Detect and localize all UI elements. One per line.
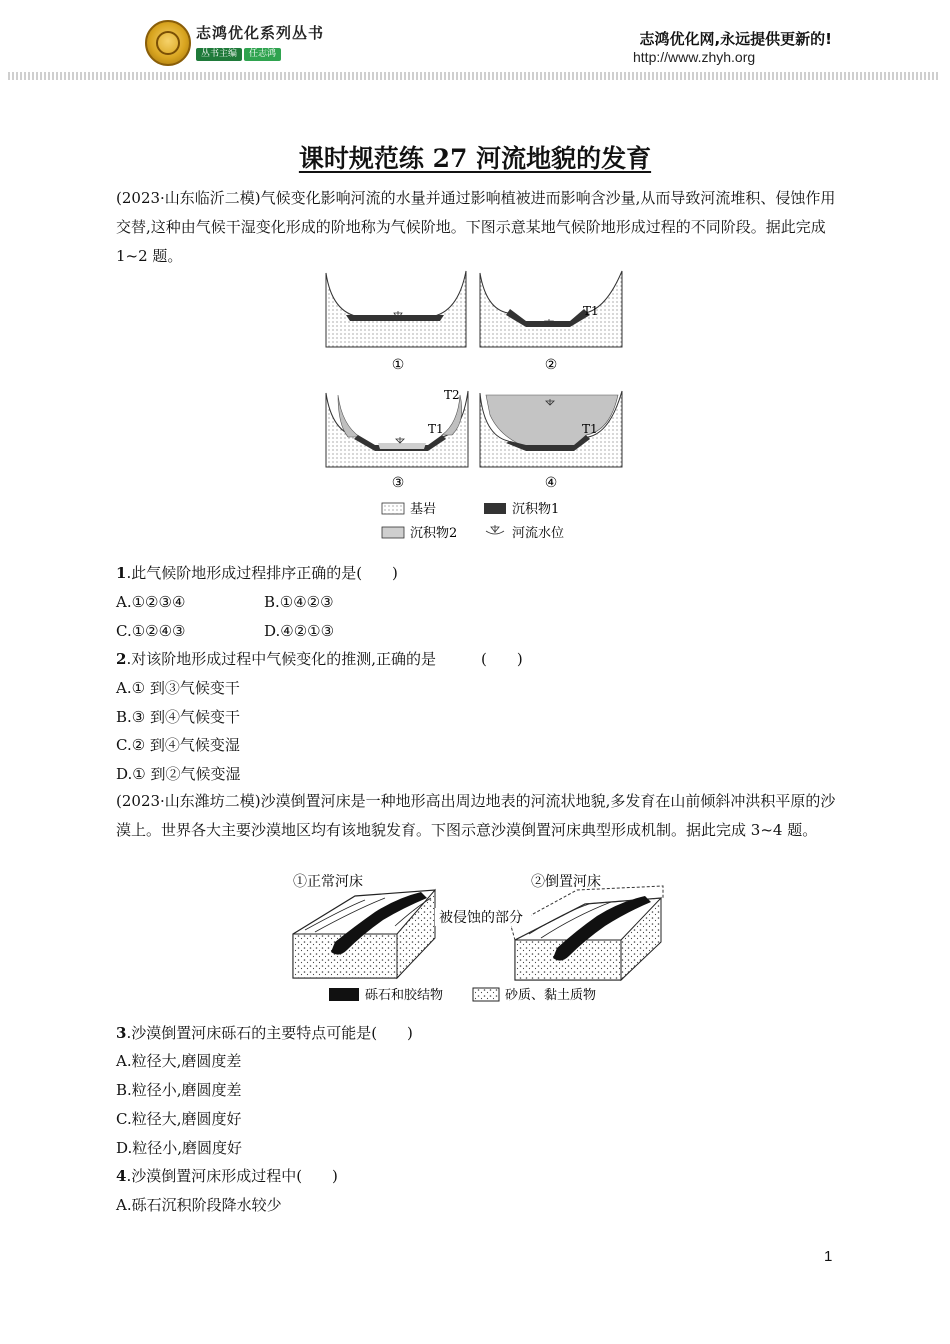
header-divider (8, 72, 940, 80)
q1-option-d[interactable]: D.④②①③ (264, 622, 335, 640)
page-number: 1 (824, 1248, 833, 1265)
page-header (0, 0, 950, 90)
figure-terrace-stages (320, 265, 630, 550)
publisher-logo-icon (145, 20, 191, 66)
question-3-stem: 3.沙漠倒置河床砾石的主要特点可能是( ) (116, 1024, 413, 1042)
page-title: 课时规范练 27 河流地貌的发育 (298, 144, 652, 173)
q4-option-a[interactable]: A.砾石沉积阶段降水较少 (116, 1196, 282, 1214)
editor-name: 任志鸿 (244, 48, 281, 61)
legend-water-level: 河流水位 (512, 526, 565, 541)
terrace-panel-1 (326, 271, 466, 373)
legend-sediment-1: 沉积物1 (512, 502, 560, 517)
terrace-label-t1-c: T1 (582, 422, 598, 436)
terrace-panel-3 (326, 388, 468, 491)
panel-label-2: ② (544, 357, 558, 373)
figure-inverted-riverbed (285, 868, 675, 1010)
q3-option-c[interactable]: C.粒径大,磨圆度好 (116, 1110, 242, 1128)
q2-option-c[interactable]: C.② 到④气候变湿 (116, 736, 240, 754)
label-eroded-part: 被侵蚀的部分 (439, 910, 523, 926)
q3-option-b[interactable]: B.粒径小,磨圆度差 (116, 1081, 242, 1099)
question-1-stem: 1.此气候阶地形成过程排序正确的是( ) (116, 564, 398, 582)
q1-option-a[interactable]: A.①②③④ (116, 593, 186, 611)
legend-bedrock: 基岩 (410, 502, 437, 517)
legend-sediment-2: 沉积物2 (410, 526, 458, 541)
q2-option-d[interactable]: D.① 到②气候变湿 (116, 765, 241, 783)
inverted-riverbed-block (511, 886, 663, 980)
terrace-label-t1-a: T1 (583, 304, 599, 318)
question-2-stem: 2.对该阶地形成过程中气候变化的推测,正确的是 ( ) (116, 650, 523, 668)
q3-option-a[interactable]: A.粒径大,磨圆度差 (116, 1052, 242, 1070)
q1-option-b[interactable]: B.①④②③ (264, 593, 334, 611)
terrace-panel-2 (480, 271, 622, 373)
normal-riverbed-block (293, 890, 435, 978)
panel-label-3: ③ (391, 475, 405, 491)
q1-option-c[interactable]: C.①②④③ (116, 622, 186, 640)
legend-gravel-cement: 砾石和胶结物 (365, 988, 444, 1003)
q3-option-d[interactable]: D.粒径小,磨圆度好 (116, 1139, 243, 1157)
editor-label: 丛书主编 (196, 48, 242, 61)
question-4-stem: 4.沙漠倒置河床形成过程中( ) (116, 1167, 338, 1185)
editor-row (196, 48, 281, 62)
header-url[interactable]: http://www.zhyh.org (633, 49, 756, 65)
legend-sand-clay: 砂质、黏土质物 (505, 988, 597, 1003)
panel-label-1: ① (391, 357, 405, 373)
terrace-panel-4 (480, 391, 622, 491)
label-normal-riverbed: ①正常河床 (293, 874, 363, 890)
intro-paragraph-2: (2023·山东潍坊二模)沙漠倒置河床是一种地形高出周边地表的河流状地貌,多发育在山前倾斜冲洪积平原的沙漠上。世界各大主要沙漠地区均有该地貌发育。下图示意沙漠倒置河床典型形成机制。据此完成 3~4 题。 (116, 792, 836, 839)
intro-paragraph-1: (2023·山东临沂二模)气候变化影响河流的水量并通过影响植被进而影响含沙量,从而导致河流堆积、侵蚀作用交替,这种由气候干湿变化形成的阶地称为气候阶地。下图示意某地气候阶地形成过程的不同阶段。据此完成 1~2 题。 (116, 189, 836, 265)
terrace-label-t2: T2 (444, 388, 460, 402)
terrace-label-t1-b: T1 (428, 422, 444, 436)
panel-label-4: ④ (544, 475, 558, 491)
header-slogan: 志鸿优化网,永远提供更新的! (639, 30, 832, 48)
q2-option-b[interactable]: B.③ 到④气候变干 (116, 708, 241, 726)
label-inverted-riverbed: ②倒置河床 (531, 874, 601, 890)
series-name: 志鸿优化系列丛书 (196, 24, 325, 42)
figure1-legend (382, 501, 564, 541)
q2-option-a[interactable]: A.① 到③气候变干 (116, 679, 240, 697)
